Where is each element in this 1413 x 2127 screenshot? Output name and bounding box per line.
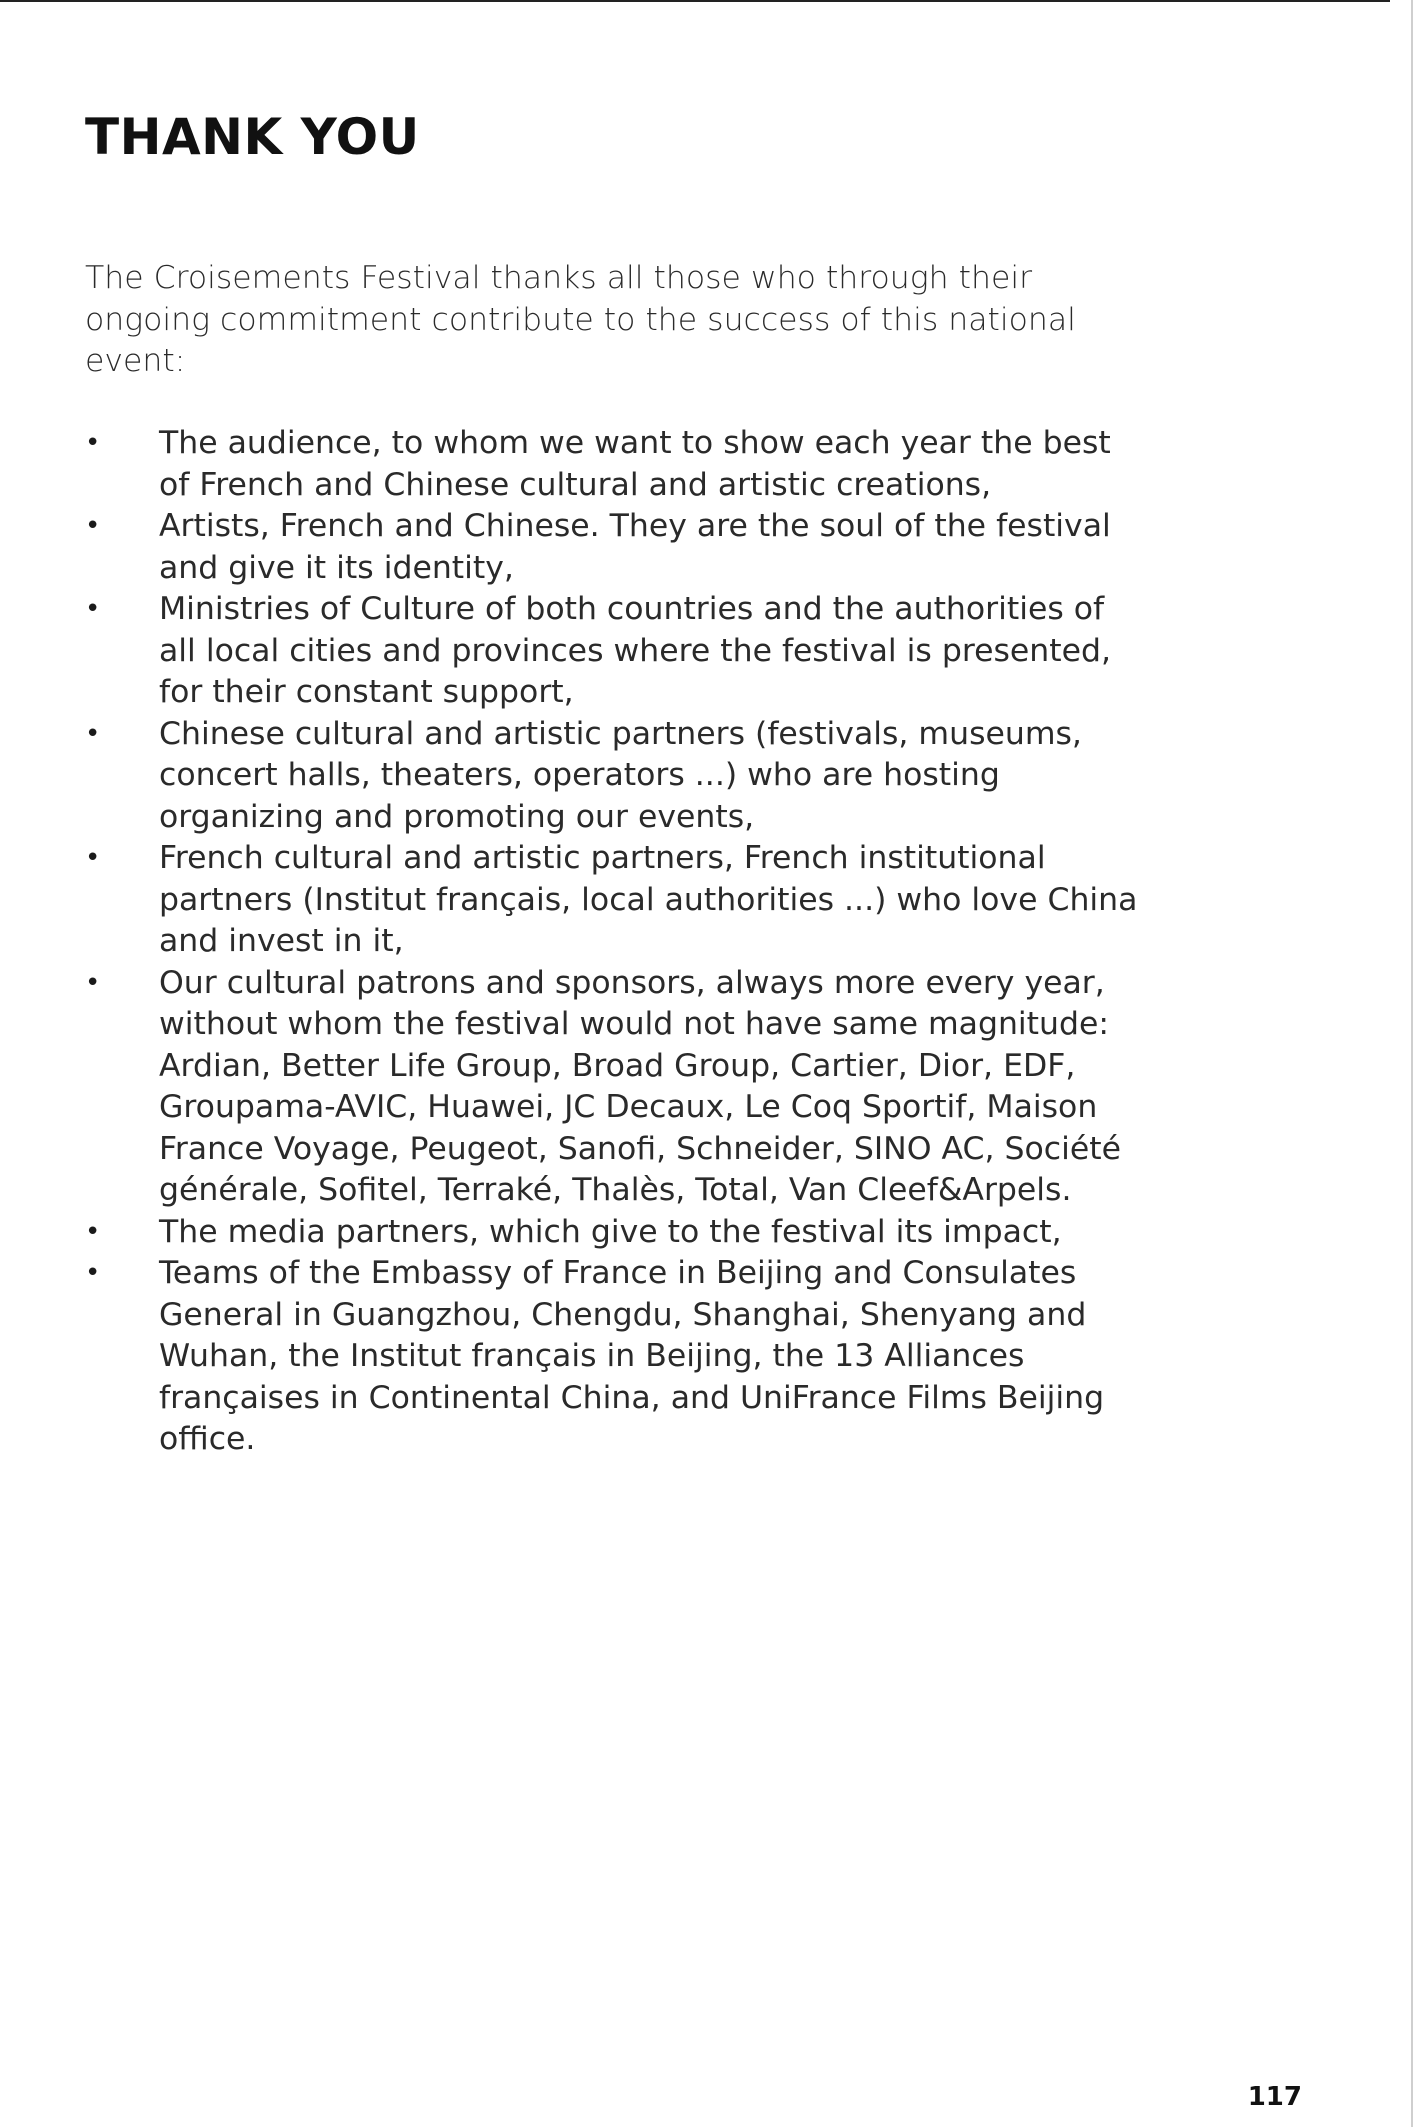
- top-rule: [0, 0, 1390, 2]
- bullet-icon: •: [85, 511, 101, 541]
- bullet-icon: •: [85, 843, 101, 873]
- list-item-text: Our cultural patrons and sponsors, always more every year, without whom the festival would not have same magnitude: Ardian, Better Life Group, Broad Group, Cartier, Dior, EDF, Groupama-AVIC, Huawei, JC Decaux, Le Coq Sportif, Maison France Voyage, Peugeot, Sanofi, Schneider, SINO AC, Société générale, Sofitel, Terraké, Thalès, Total, Van Cleef&Arpels.: [159, 964, 1121, 1208]
- list-item: [85, 714, 1145, 839]
- list-item-text: The audience, to whom we want to show each year the best of French and Chinese cultural and artistic creations,: [159, 425, 1111, 503]
- list-item-text: Teams of the Embassy of France in Beijing and Consulates General in Guangzhou, Chengdu, Shanghai, Shenyang and Wuhan, the Institut français in Beijing, the 13 Alliances françaises in Continental China, and UniFrance Films Beijing office.: [159, 1255, 1105, 1457]
- bullet-icon: •: [85, 594, 101, 624]
- bullet-icon: •: [85, 1216, 101, 1247]
- bullet-icon: •: [85, 967, 101, 998]
- bullet-icon: •: [85, 428, 101, 458]
- list-item: [85, 838, 1145, 963]
- page-title: THANK YOU: [85, 108, 420, 166]
- list-item-text: Ministries of Culture of both countries and the authorities of all local cities and provinces where the festival is presented, for their constant support,: [159, 591, 1111, 710]
- list-item: [85, 1253, 1145, 1461]
- list-item: [85, 423, 1145, 506]
- list-item-text: The media partners, which give to the festival its impact,: [159, 1213, 1062, 1250]
- bullet-icon: •: [85, 1258, 101, 1288]
- list-item-text: Chinese cultural and artistic partners (festivals, museums, concert halls, theaters, operators ...) who are hosting organizing and promoting our events,: [159, 715, 1082, 835]
- list-item-text: French cultural and artistic partners, French institutional partners (Institut français, local authorities ...) who love China and invest in it,: [159, 840, 1138, 959]
- page-number: 117: [1247, 2082, 1302, 2112]
- list-item: [85, 1212, 1145, 1254]
- bullet-icon: •: [85, 718, 101, 749]
- list-item: [85, 963, 1145, 1212]
- list-item: [85, 589, 1145, 714]
- intro-paragraph: The Croisements Festival thanks all those who through their ongoing commitment contribute to the success of this national event:: [85, 260, 1076, 379]
- thanks-list: [85, 423, 1145, 1461]
- list-item-text: Artists, French and Chinese. They are the soul of the festival and give it its identity,: [159, 508, 1111, 586]
- list-item: [85, 506, 1145, 589]
